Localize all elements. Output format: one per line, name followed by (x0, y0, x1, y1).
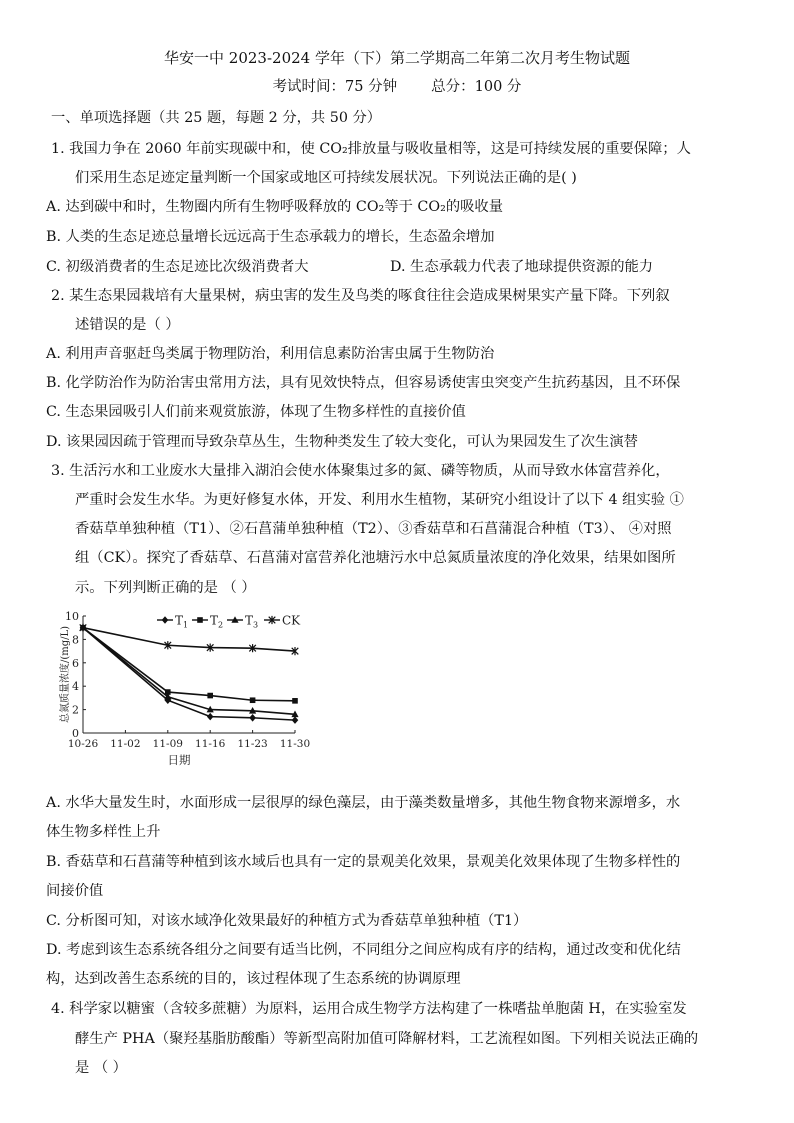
x-axis-label: 日期 (167, 753, 191, 767)
series-line-t2 (83, 628, 295, 701)
x-tick-label: 10-26 (67, 738, 99, 750)
q2-option-a: A. 利用声音驱赶鸟类属于物理防治，利用信息素防治害虫属于生物防治 (46, 346, 495, 362)
q3-option-a-line2: 体生物多样性上升 (46, 824, 161, 840)
data-point-t2 (207, 693, 213, 699)
x-tick-label: 11-02 (110, 738, 141, 750)
x-tick-label: 11-16 (195, 738, 226, 750)
x-tick-label: 11-09 (152, 738, 183, 750)
q2-option-d: D. 该果园因疏于管理而导致杂草丛生，生物种类发生了较大变化，可认为果园发生了次生演替 (46, 434, 638, 450)
legend-marker-t2 (197, 617, 203, 623)
q1-option-d: D. 生态承载力代表了地球提供资源的能力 (390, 259, 654, 275)
q3-option-a-line1: A. 水华大量发生时，水面形成一层很厚的绿色藻层，由于藻类数量增多，其他生物食物来源增多，水 (46, 795, 681, 811)
section-heading: 一、单项选择题（共 25 题，每题 2 分，共 50 分） (51, 110, 382, 126)
exam-time: 考试时间：75 分钟 (272, 79, 398, 95)
q2-stem-line1: 2. 某生态果园栽培有大量果树，病虫害的发生及鸟类的啄食往往会造成果树果实产量下降。下列叙 (51, 288, 670, 304)
q3-stem-line5: 示。下列判断正确的是 （ ） (75, 580, 256, 596)
y-tick-label: 6 (72, 656, 79, 670)
legend-label-t3: $T_3$ (245, 613, 259, 630)
q3-option-b-line1: B. 香菇草和石菖蒲等种植到该水域后也具有一定的景观美化效果，景观美化效果体现了生物多样性的 (46, 854, 681, 870)
legend-label-ck: CK (282, 613, 301, 628)
y-tick-label: 4 (72, 680, 79, 694)
legend-marker-t1 (162, 616, 169, 624)
data-point-t1 (207, 713, 214, 721)
q2-option-c: C. 生态果园吸引人们前来观赏旅游，体现了生物多样性的直接价值 (46, 404, 466, 420)
series-line-ck (83, 628, 295, 651)
q1-option-c: C. 初级消费者的生态足迹比次级消费者大 (46, 259, 309, 275)
series-line-t1 (83, 628, 295, 720)
legend-label-t2: $T_2$ (210, 613, 224, 630)
q4-stem-line3: 是 （ ） (75, 1060, 127, 1076)
x-tick-label: 11-23 (237, 738, 268, 750)
data-point-t1 (292, 716, 299, 724)
q3-stem-line3: 香菇草单独种植（T1）、②石菖蒲单独种植（T2）、③香菇草和石菖蒲混合种植（T3）、 ④对照 (75, 521, 672, 537)
q1-stem-line1: 1. 我国力争在 2060 年前实现碳中和，使 CO₂排放量与吸收量相等，这是可持续发展的重要保障；人 (51, 141, 691, 157)
y-tick-label: 8 (72, 633, 79, 647)
page-title: 华安一中 2023-2024 学年（下）第二学期高二年第二次月考生物试题 (164, 49, 630, 67)
q3-option-d-line1: D. 考虑到该生态系统各组分之间要有适当比例，不同组分之间应构成有序的结构，通过改变和优化结 (46, 942, 681, 958)
q4-stem-line2: 酵生产 PHA（聚羟基脂肪酸酯）等新型高附加值可降解材料，工艺流程如图。下列相关说法正确的 (75, 1031, 699, 1047)
y-axis-label: 总氮质量浓度/(mg/L) (60, 625, 71, 724)
series-line-t3 (83, 628, 295, 715)
q3-stem-line2: 严重时会发生水华。为更好修复水体，开发、利用水生植物，某研究小组设计了以下 4 组实验 ① (75, 492, 684, 508)
y-tick-label: 10 (65, 610, 79, 623)
exam-info (0, 77, 794, 97)
q2-option-b: B. 化学防治作为防治害虫常用方法，具有见效快特点，但容易诱使害虫突变产生抗药基因，且不环保 (46, 375, 681, 391)
nitrogen-concentration-chart (55, 606, 315, 781)
q4-stem-line1: 4. 科学家以糖蜜（含较多蔗糖）为原料，运用合成生物学方法构建了一株嗜盐单胞菌 H，在实验室发 (51, 1001, 687, 1017)
y-tick-label: 0 (72, 727, 79, 740)
q2-stem-line2: 述错误的是（ ） (75, 317, 180, 333)
q3-option-c: C. 分析图可知，对该水域净化效果最好的种植方式为香菇草单独种植（T1） (46, 913, 528, 929)
legend-label-t1: $T_1$ (175, 613, 189, 630)
q3-option-d-line2: 构，达到改善生态系统的目的，该过程体现了生态系统的协调原理 (46, 971, 461, 987)
data-point-t1 (249, 714, 256, 722)
exam-score: 总分：100 分 (431, 79, 522, 95)
q3-option-b-line2: 间接价值 (46, 883, 104, 899)
x-tick-label: 11-30 (279, 738, 311, 750)
data-point-t2 (292, 698, 298, 704)
q1-option-a: A. 达到碳中和时，生物圈内所有生物呼吸释放的 CO₂等于 CO₂的吸收量 (46, 199, 504, 215)
data-point-t2 (250, 697, 256, 703)
q1-stem-line2: 们采用生态足迹定量判断一个国家或地区可持续发展状况。下列说法正确的是( ) (75, 170, 577, 186)
q3-stem-line4: 组（CK）。探究了香菇草、石菖蒲对富营养化池塘污水中总氮质量浓度的净化效果，结果如图所 (75, 550, 676, 566)
q1-option-b: B. 人类的生态足迹总量增长远远高于生态承载力的增长，生态盈余增加 (46, 229, 495, 245)
q3-stem-line1: 3. 生活污水和工业废水大量排入湖泊会使水体聚集过多的氮、磷等物质，从而导致水体富营养化， (51, 463, 670, 479)
y-tick-label: 2 (72, 703, 79, 717)
